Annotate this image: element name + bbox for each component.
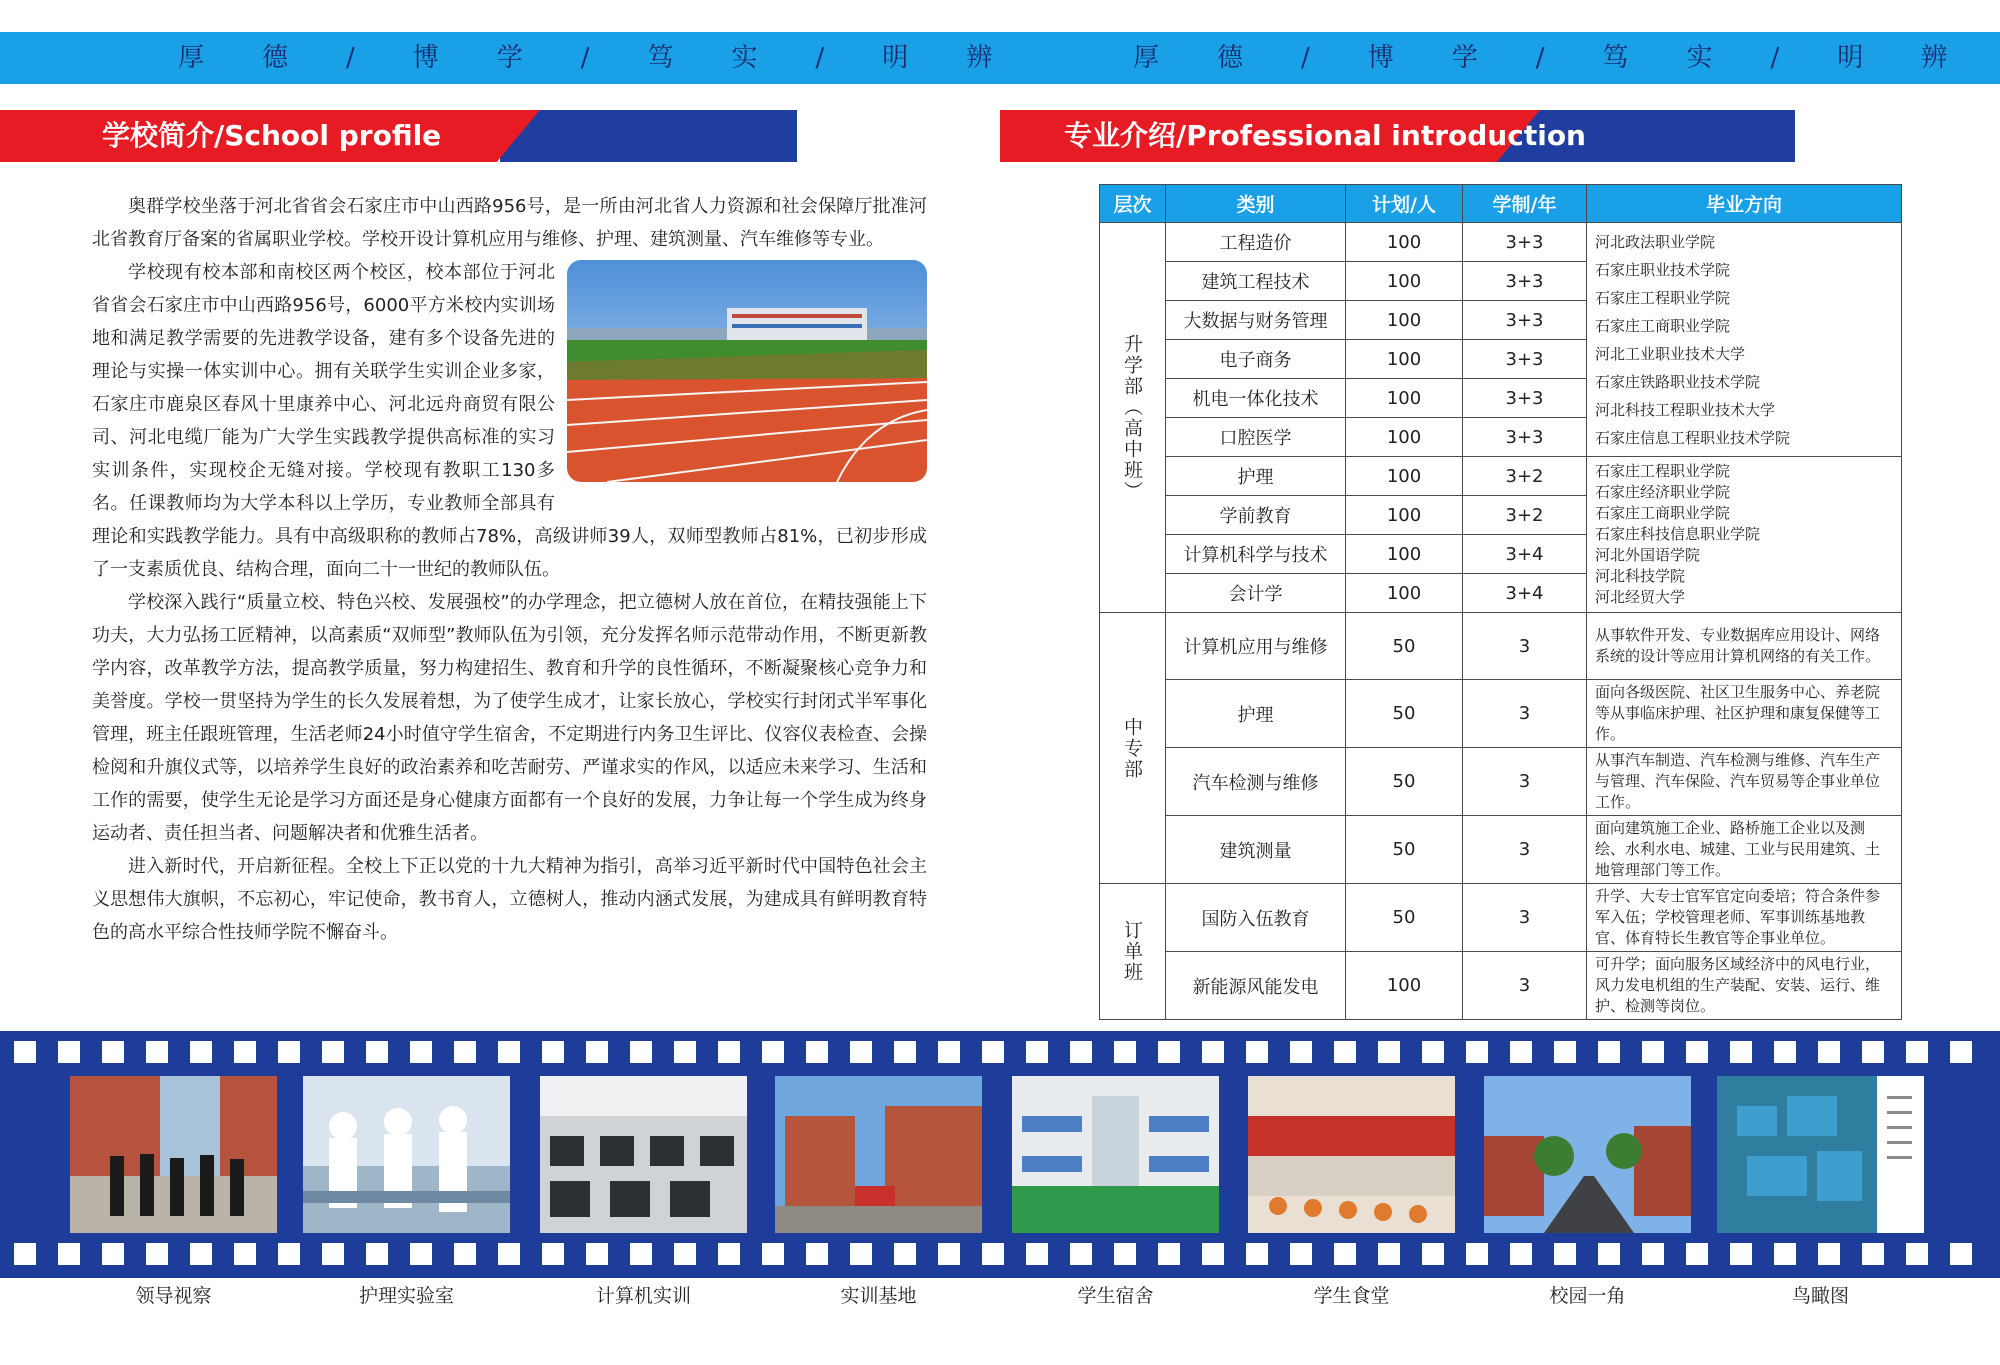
- film-hole: [1334, 1041, 1356, 1063]
- film-hole: [1290, 1243, 1312, 1265]
- table-row: [1100, 816, 1902, 884]
- film-hole: [1378, 1041, 1400, 1063]
- film-hole: [1862, 1243, 1884, 1265]
- film-hole: [1334, 1243, 1356, 1265]
- cell-destination: 从事汽车制造、汽车检测与维修、汽车生产与管理、汽车保险、汽车贸易等企事业单位工作。: [1587, 748, 1902, 816]
- film-hole: [1202, 1243, 1224, 1265]
- cell-category: 建筑测量: [1166, 816, 1346, 884]
- destination-item: 河北科技工程职业技术大学: [1595, 400, 1776, 419]
- cell-category: 护理: [1166, 457, 1346, 496]
- group-senior: 升学部（高中班）: [1100, 223, 1166, 613]
- header-destination: 毕业方向: [1587, 185, 1902, 223]
- film-hole: [410, 1243, 432, 1265]
- destination-item: 河北经贸大学: [1595, 588, 1686, 606]
- cell-plan: 100: [1346, 574, 1463, 613]
- cell-category: 汽车检测与维修: [1166, 748, 1346, 816]
- profile-paragraph-2: [92, 256, 927, 586]
- cell-category: 机电一体化技术: [1166, 379, 1346, 418]
- film-hole: [806, 1041, 828, 1063]
- caption-leader-inspection: 领导视察: [135, 1285, 212, 1307]
- film-hole: [1158, 1041, 1180, 1063]
- cell-years: 3+2: [1463, 457, 1587, 496]
- photo-canteen: [1248, 1076, 1455, 1233]
- profile-paragraph-4: 进入新时代，开启新征程。全校上下正以党的十九大精神为指引，高举习近平新时代中国特色社会主义思想伟大旗帜，不忘初心，牢记使命，教书育人，立德树人，推动内涵式发展，为建成具有鲜明教育特色的高水平综合性技师学院不懈奋斗。: [92, 856, 927, 943]
- film-hole: [1686, 1243, 1708, 1265]
- group-secondary: 中专部: [1100, 613, 1166, 884]
- film-hole: [1246, 1243, 1268, 1265]
- photo-leader-inspection: [70, 1076, 277, 1233]
- film-hole: [894, 1243, 916, 1265]
- cell-years: 3+3: [1463, 340, 1587, 379]
- film-hole: [1950, 1041, 1972, 1063]
- cell-years: 3+3: [1463, 262, 1587, 301]
- school-motto-left: 厚 德 / 博 学 / 笃 实 / 明 辨: [178, 43, 995, 73]
- film-hole: [234, 1041, 256, 1063]
- cell-years: 3: [1463, 613, 1587, 680]
- film-hole: [366, 1243, 388, 1265]
- film-hole: [1642, 1243, 1664, 1265]
- school-motto-right: 厚 德 / 博 学 / 笃 实 / 明 辨: [1133, 43, 1950, 73]
- cell-years: 3+2: [1463, 496, 1587, 535]
- group-order-class: 订单班: [1100, 884, 1166, 1020]
- table-header-row: [1100, 185, 1902, 223]
- cell-plan: 100: [1346, 418, 1463, 457]
- destination-item: 石家庄铁路职业技术学院: [1595, 372, 1761, 391]
- cell-years: 3: [1463, 680, 1587, 748]
- film-hole: [190, 1041, 212, 1063]
- profile-paragraph-1: 奥群学校坐落于河北省省会石家庄市中山西路956号，是一所由河北省人力资源和社会保障厅批准河北省教育厅备案的省属职业学校。学校开设计算机应用与维修、护理、建筑测量、汽车维修等专业。: [92, 196, 927, 250]
- destination-item: 河北工业职业技术大学: [1595, 344, 1746, 363]
- cell-years: 3: [1463, 884, 1587, 952]
- cell-plan: 100: [1346, 379, 1463, 418]
- school-profile-title: 学校简介/School profile: [102, 119, 442, 152]
- cell-plan: 50: [1346, 816, 1463, 884]
- film-hole: [1774, 1041, 1796, 1063]
- cell-plan: 100: [1346, 301, 1463, 340]
- profile-paragraph-2-text: 学校现有校本部和南校区两个校区，校本部位于河北省省会石家庄市中山西路956号，6000平方米校内实训场地和满足教学需要的先进教学设备，建有多个设备先进的理论与实操一体实训中心。拥有关联学生实训企业多家，石家庄市鹿泉区春风十里康养中心、河北远舟商贸有限公司、河北电缆厂能为广大学生实践教学提供高标准的实习实训条件，实现校企无缝对接。学校现有教职工130多名。任课教师均为大学本科以上学历，专业教师全部具有理论和实践教学能力。具有中高级职称的教师占78%，高级讲师39人，双师型教师占81%，已初步形成了一支素质优良、结构合理，面向二十一世纪的教师队伍。: [92, 262, 927, 580]
- photo-computer-lab: [540, 1076, 747, 1233]
- cell-plan: 100: [1346, 952, 1463, 1020]
- cell-plan: 50: [1346, 884, 1463, 952]
- film-hole: [1642, 1041, 1664, 1063]
- film-hole: [982, 1041, 1004, 1063]
- destination-list-2: [1587, 457, 1902, 613]
- film-hole: [1202, 1041, 1224, 1063]
- destination-item: 河北外国语学院: [1595, 546, 1701, 564]
- film-hole: [938, 1243, 960, 1265]
- film-hole: [982, 1243, 1004, 1265]
- school-profile-text: [92, 190, 927, 949]
- film-hole: [630, 1243, 652, 1265]
- film-hole: [1818, 1243, 1840, 1265]
- cell-years: 3+4: [1463, 574, 1587, 613]
- film-hole: [14, 1041, 36, 1063]
- majors-title: 专业介绍/Professional introduction: [1064, 119, 1586, 152]
- header-level: 层次: [1100, 185, 1166, 223]
- caption-aerial-view: 鸟瞰图: [1791, 1285, 1849, 1307]
- film-hole: [1422, 1243, 1444, 1265]
- film-hole: [1466, 1243, 1488, 1265]
- cell-plan: 100: [1346, 535, 1463, 574]
- film-holes-bottom: [14, 1243, 1994, 1265]
- film-hole: [586, 1243, 608, 1265]
- film-hole: [1158, 1243, 1180, 1265]
- film-hole: [102, 1243, 124, 1265]
- film-hole: [1774, 1243, 1796, 1265]
- film-hole: [498, 1041, 520, 1063]
- film-hole: [938, 1041, 960, 1063]
- caption-campus-corner: 校园一角: [1549, 1285, 1626, 1307]
- caption-canteen: 学生食堂: [1313, 1285, 1390, 1307]
- film-hole: [542, 1243, 564, 1265]
- destination-item: 石家庄工程职业学院: [1595, 288, 1731, 307]
- film-hole: [190, 1243, 212, 1265]
- motto-bar: [0, 32, 2000, 84]
- school-profile-heading: [0, 110, 797, 162]
- film-hole: [586, 1041, 608, 1063]
- film-hole: [1906, 1041, 1928, 1063]
- film-hole: [1246, 1041, 1268, 1063]
- film-hole: [542, 1041, 564, 1063]
- film-hole: [146, 1243, 168, 1265]
- table-row: [1100, 680, 1902, 748]
- cell-category: 护理: [1166, 680, 1346, 748]
- cell-category: 学前教育: [1166, 496, 1346, 535]
- film-hole: [1554, 1243, 1576, 1265]
- cell-destination: 从事软件开发、专业数据库应用设计、网络系统的设计等应用计算机网络的有关工作。: [1587, 613, 1902, 680]
- cell-years: 3+3: [1463, 418, 1587, 457]
- film-hole: [894, 1041, 916, 1063]
- destination-item: 石家庄科技信息职业学院: [1595, 525, 1761, 543]
- film-hole: [1026, 1243, 1048, 1265]
- cell-years: 3+3: [1463, 379, 1587, 418]
- cell-years: 3+4: [1463, 535, 1587, 574]
- film-hole: [1466, 1041, 1488, 1063]
- cell-category: 新能源风能发电: [1166, 952, 1346, 1020]
- film-hole: [1554, 1041, 1576, 1063]
- film-hole: [718, 1041, 740, 1063]
- film-hole: [630, 1041, 652, 1063]
- film-hole: [762, 1243, 784, 1265]
- film-hole: [1114, 1243, 1136, 1265]
- cell-category: 大数据与财务管理: [1166, 301, 1346, 340]
- film-hole: [850, 1041, 872, 1063]
- film-hole: [1686, 1041, 1708, 1063]
- film-hole: [322, 1243, 344, 1265]
- film-hole: [1070, 1041, 1092, 1063]
- film-hole: [1730, 1041, 1752, 1063]
- film-hole: [806, 1243, 828, 1265]
- film-hole: [234, 1243, 256, 1265]
- film-hole: [1598, 1041, 1620, 1063]
- film-hole: [1598, 1243, 1620, 1265]
- cell-category: 计算机科学与技术: [1166, 535, 1346, 574]
- destination-item: 石家庄职业技术学院: [1595, 260, 1731, 279]
- photo-training-base: [775, 1076, 982, 1233]
- film-hole: [322, 1041, 344, 1063]
- film-hole: [1818, 1041, 1840, 1063]
- cell-category: 会计学: [1166, 574, 1346, 613]
- film-hole: [278, 1243, 300, 1265]
- film-hole: [1378, 1243, 1400, 1265]
- cell-category: 电子商务: [1166, 340, 1346, 379]
- cell-category: 计算机应用与维修: [1166, 613, 1346, 680]
- destination-item: 石家庄信息工程职业技术学院: [1595, 428, 1791, 447]
- cell-plan: 100: [1346, 457, 1463, 496]
- film-hole: [1862, 1041, 1884, 1063]
- film-hole: [1906, 1243, 1928, 1265]
- cell-plan: 100: [1346, 496, 1463, 535]
- film-hole: [674, 1041, 696, 1063]
- film-hole: [718, 1243, 740, 1265]
- film-hole: [674, 1243, 696, 1265]
- cell-destination: 升学、大专士官军官定向委培；符合条件参军入伍；学校管理老师、军事训练基地教官、体育特长生教官等企事业单位。: [1587, 884, 1902, 952]
- cell-destination: 可升学；面向服务区域经济中的风电行业，风力发电机组的生产装配、安装、运行、维护、检测等岗位。: [1587, 952, 1902, 1020]
- majors-table: [1099, 184, 1902, 1020]
- header-years: 学制/年: [1463, 185, 1587, 223]
- cell-destination: 面向建筑施工企业、路桥施工企业以及测绘、水利水电、城建、工业与民用建筑、土地管理部门等工作。: [1587, 816, 1902, 884]
- film-hole: [1422, 1041, 1444, 1063]
- caption-nursing-lab: 护理实验室: [358, 1285, 454, 1307]
- cell-plan: 50: [1346, 748, 1463, 816]
- caption-dormitory: 学生宿舍: [1077, 1285, 1154, 1307]
- destination-item: 石家庄工商职业学院: [1595, 316, 1731, 335]
- table-row: [1100, 613, 1902, 680]
- film-hole: [1510, 1243, 1532, 1265]
- caption-training-base: 实训基地: [840, 1285, 917, 1307]
- cell-years: 3: [1463, 952, 1587, 1020]
- destination-item: 石家庄经济职业学院: [1595, 483, 1731, 501]
- caption-computer-lab: 计算机实训: [595, 1285, 691, 1307]
- cell-plan: 100: [1346, 340, 1463, 379]
- film-hole: [1026, 1041, 1048, 1063]
- table-row: [1100, 748, 1902, 816]
- cell-category: 口腔医学: [1166, 418, 1346, 457]
- table-row: [1100, 884, 1902, 952]
- film-hole: [1290, 1041, 1312, 1063]
- film-hole: [1950, 1243, 1972, 1265]
- table-row: [1100, 952, 1902, 1020]
- header-plan: 计划/人: [1346, 185, 1463, 223]
- film-hole: [14, 1243, 36, 1265]
- running-track-photo: [567, 260, 927, 482]
- destination-item: 河北政法职业学院: [1595, 232, 1716, 251]
- profile-paragraph-3: 学校深入践行“质量立校、特色兴校、发展强校”的办学理念，把立德树人放在首位，在精技强能上下功夫，大力弘扬工匠精神，以高素质“双师型”教师队伍为引领，充分发挥名师示范带动作用，不断更新教学内容，改革教学方法，提高教学质量，努力构建招生、教育和升学的良性循环，不断凝聚核心竞争力和美誉度。学校一贯坚持为学生的长久发展着想，为了使学生成才，让家长放心，学校实行封闭式半军事化管理，班主任跟班管理，生活老师24小时值守学生宿舍，不定期进行内务卫生评比、仪容仪表检查、会操检阅和升旗仪式等，以培养学生良好的政治素养和吃苦耐劳、严谨求实的作风，以适应未来学习、生活和工作的需要，使学生无论是学习方面还是身心健康方面都有一个良好的发展，力争让每一个学生成为终身运动者、责任担当者、问题解决者和优雅生活者。: [92, 592, 927, 844]
- destination-item: 河北科技学院: [1595, 567, 1686, 585]
- film-hole: [454, 1243, 476, 1265]
- cell-category: 建筑工程技术: [1166, 262, 1346, 301]
- film-hole: [850, 1243, 872, 1265]
- film-hole: [1070, 1243, 1092, 1265]
- cell-category: 工程造价: [1166, 223, 1346, 262]
- cell-years: 3+3: [1463, 301, 1587, 340]
- photo-dormitory: [1012, 1076, 1219, 1233]
- film-hole: [1510, 1041, 1532, 1063]
- cell-plan: 100: [1346, 262, 1463, 301]
- film-hole: [498, 1243, 520, 1265]
- film-hole: [1730, 1243, 1752, 1265]
- photo-nursing-lab: [303, 1076, 510, 1233]
- cell-plan: 100: [1346, 223, 1463, 262]
- film-hole: [1114, 1041, 1136, 1063]
- film-hole: [102, 1041, 124, 1063]
- cell-plan: 50: [1346, 613, 1463, 680]
- film-hole: [278, 1041, 300, 1063]
- photo-aerial-view: [1717, 1076, 1924, 1233]
- film-holes-top: [14, 1041, 1994, 1063]
- majors-heading: [1000, 110, 1795, 162]
- film-hole: [58, 1041, 80, 1063]
- cell-years: 3: [1463, 816, 1587, 884]
- film-hole: [146, 1041, 168, 1063]
- header-category: 类别: [1166, 185, 1346, 223]
- table-row: [1100, 457, 1902, 496]
- cell-years: 3: [1463, 748, 1587, 816]
- film-hole: [762, 1041, 784, 1063]
- destination-item: 石家庄工程职业学院: [1595, 462, 1731, 480]
- film-hole: [410, 1041, 432, 1063]
- cell-years: 3+3: [1463, 223, 1587, 262]
- cell-destination: 面向各级医院、社区卫生服务中心、养老院等从事临床护理、社区护理和康复保健等工作。: [1587, 680, 1902, 748]
- photo-campus-corner: [1484, 1076, 1691, 1233]
- cell-plan: 50: [1346, 680, 1463, 748]
- film-hole: [454, 1041, 476, 1063]
- photo-filmstrip: [0, 1031, 2000, 1278]
- destination-item: 石家庄工商职业学院: [1595, 504, 1731, 522]
- destination-list-1: [1587, 223, 1902, 457]
- table-row: [1100, 223, 1902, 262]
- film-hole: [366, 1041, 388, 1063]
- film-hole: [58, 1243, 80, 1265]
- cell-category: 国防入伍教育: [1166, 884, 1346, 952]
